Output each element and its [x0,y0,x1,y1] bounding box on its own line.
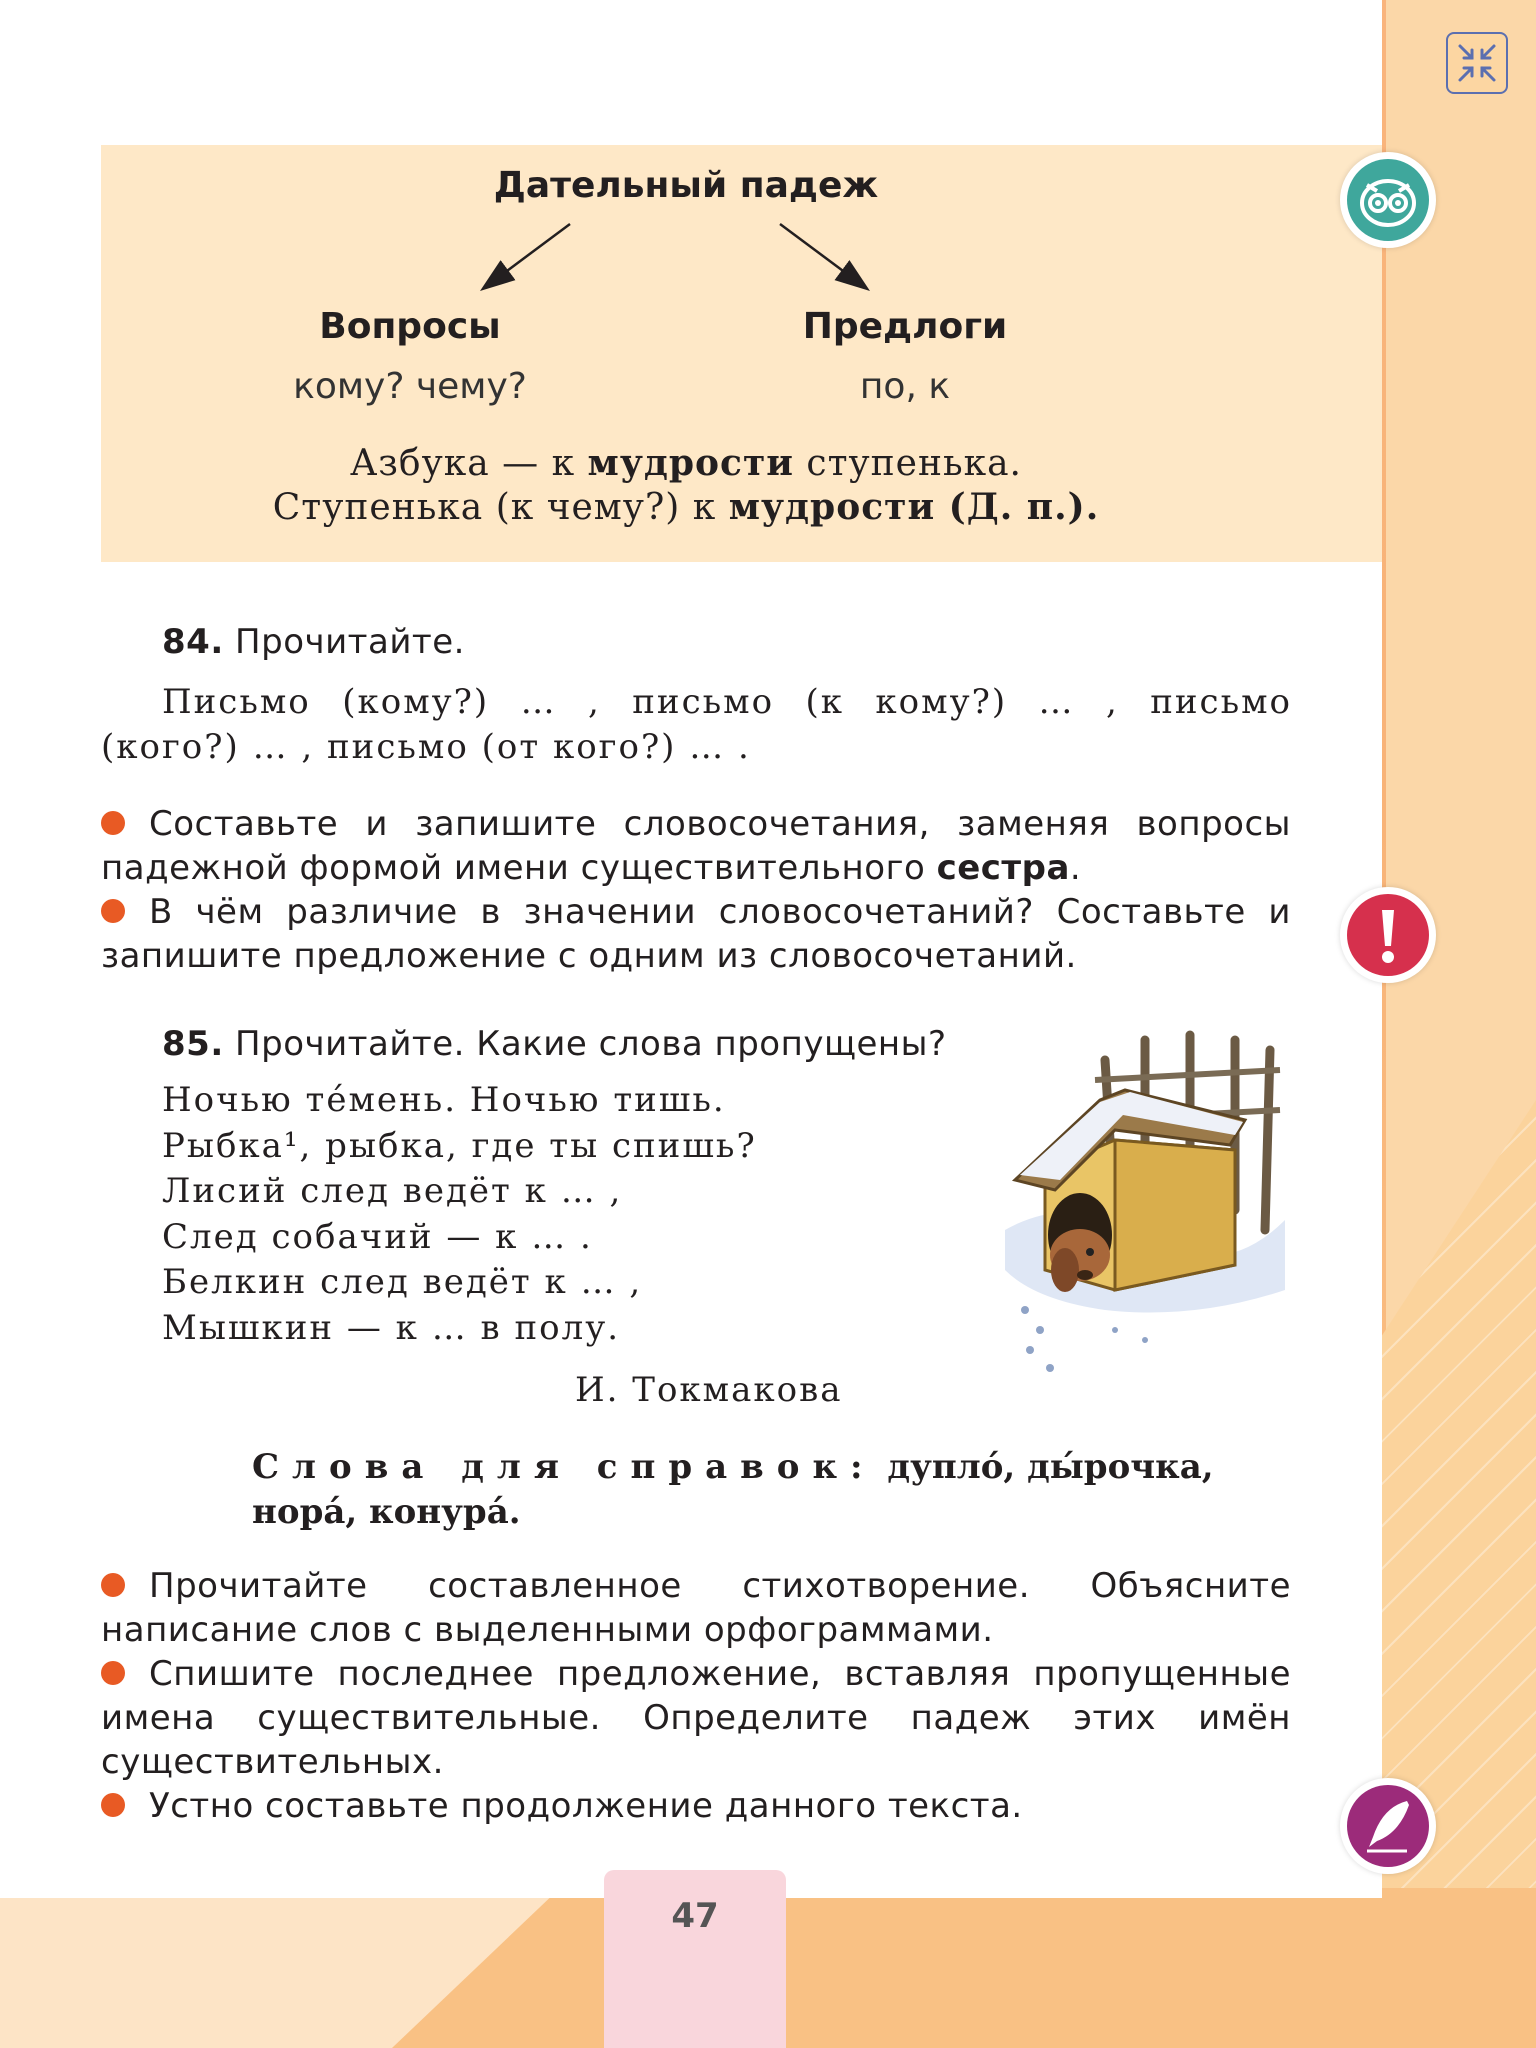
arrow-right [780,224,866,288]
poem [162,1078,757,1351]
task-bullet: Устно составьте продолжение данного текста. [101,1784,1291,1828]
exercise-84-line-2: (кого?) … , письмо (от кого?) … . [101,727,751,767]
rule-title: Дательный падеж [493,165,879,206]
exercise-instruction: Прочитайте. Какие слова пропущены? [235,1024,947,1064]
questions-title: Вопросы [319,306,501,347]
poem-line: Белкин след ведёт к … , [162,1262,643,1302]
task-bullet: Прочитайте составленное стихотворение. Объясните написание слов с выделенными орфограммами. [101,1566,1291,1650]
reference-words [252,1445,1292,1535]
task-bullet: В чём различие в значении словосочетаний? Составьте и запишите предложение с одним из словосочетаний. [101,892,1291,976]
reference-list: дупло́, ды́рочка, нора́, конура́. [252,1447,1214,1532]
exercise-number: 84. [162,622,224,662]
exercise-84-line-1: Письмо (кому?) … , письмо (к кому?) … , письмо [162,682,1292,722]
task-bullet: Спишите последнее предложение, вставляя пропущенные имена существительные. Определите падеж этих имён существительных. [101,1654,1291,1782]
bullet-dot [101,811,125,835]
owl-button[interactable] [1340,152,1436,248]
page-number: 47 [671,1896,719,1936]
poem-line: Ночью те́мень. Ночью тишь. [162,1080,726,1120]
exclamation-icon [1347,894,1429,976]
poem-line: Мышкин — к … в полу. [162,1307,621,1348]
exercise-84-header [162,622,465,662]
poem-author: И. Токмакова [575,1370,843,1410]
exercise-85-header [162,1024,947,1064]
reference-label: Слова для справок: [252,1447,876,1487]
exercise-85-tasks [101,1564,1291,1828]
poem-line: Рыбка¹, рыбка, где ты спишь? [162,1125,757,1166]
exercise-instruction: Прочитайте. [235,622,465,662]
bullet-dot [101,1793,125,1817]
arrow-left [484,224,570,288]
rule-example-1: Азбука — к мудрости ступенька. [350,442,1022,484]
bullet-dot [101,1661,125,1685]
prepositions-title: Предлоги [802,306,1008,347]
page-number-tab [604,1870,786,2048]
attention-button[interactable] [1340,887,1436,983]
collapse-arrows-icon[interactable] [1446,32,1508,94]
feather-pen-icon [1347,1785,1429,1867]
bullet-dot [101,1573,125,1597]
pen-button[interactable] [1340,1778,1436,1874]
owl-icon [1347,159,1429,241]
poem-line: Лисий след ведёт к … , [162,1171,623,1211]
exercise-number: 85. [162,1024,224,1064]
rule-arrows [0,0,1536,320]
exercise-84-tasks [101,802,1291,978]
doghouse-illustration [995,1030,1295,1390]
task-bullet: Составьте и запишите словосочетания, заменяя вопросы падежной формой имени существительного сестра. [101,804,1291,888]
prepositions-text: по, к [859,366,951,407]
bullet-dot [101,899,125,923]
questions-text: кому? чему? [293,366,527,407]
poem-line: След собачий — к … . [162,1216,593,1257]
rule-example-2: Ступенька (к чему?) к мудрости (Д. п.). [272,486,1100,528]
